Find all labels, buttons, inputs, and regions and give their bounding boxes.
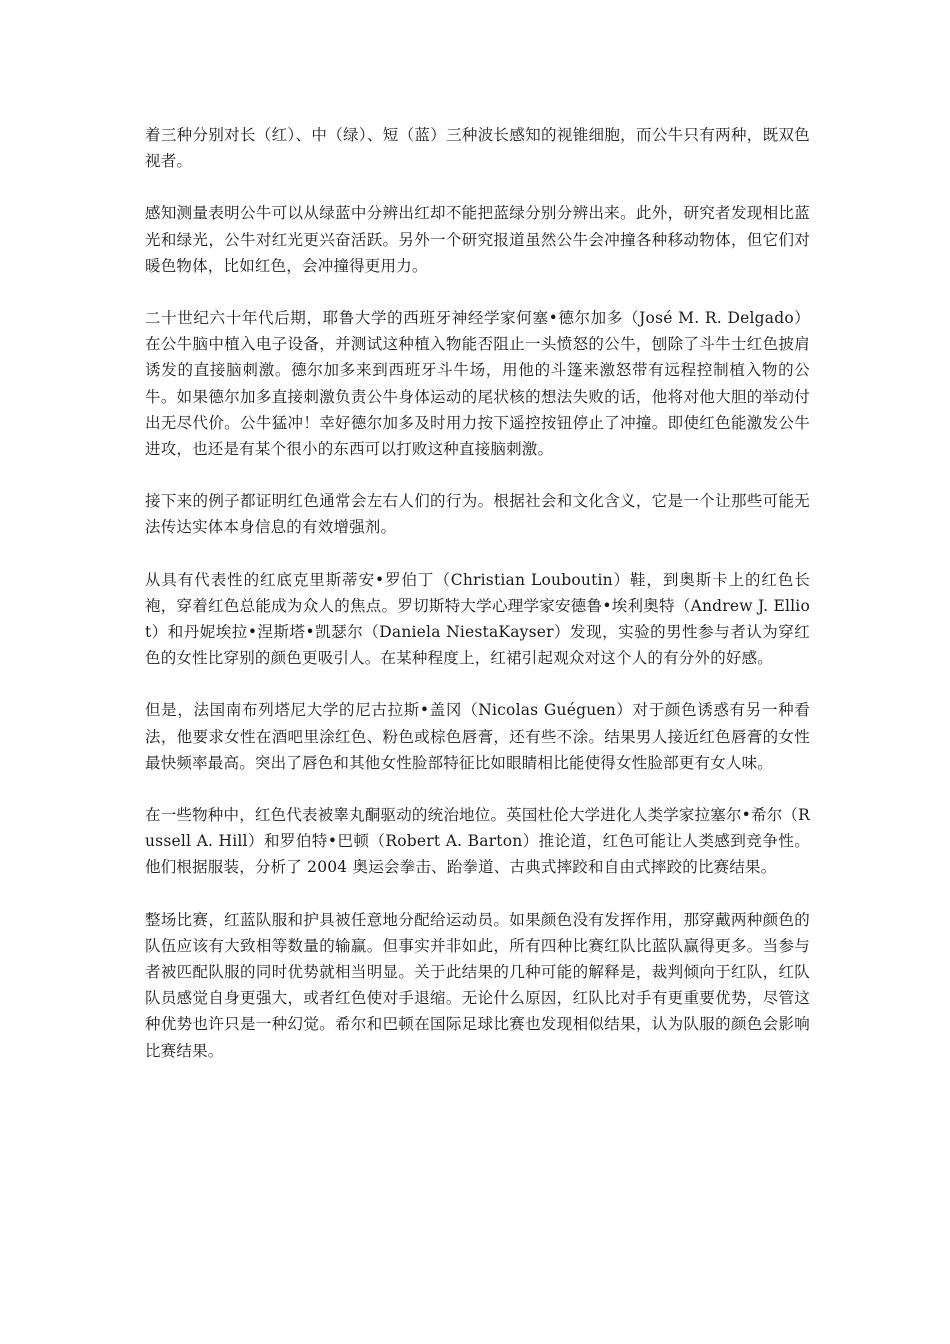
paragraph-6: 但是，法国南布列塔尼大学的尼古拉斯•盖冈（Nicolas Guéguen）对于颜色诱惑有另一种看法，他要求女性在酒吧里涂红色、粉色或棕色唇膏，还有些不涂。结果男人接近红色唇膏的女性最快频率最高。突出了唇色和其他女性脸部特征比如眼睛相比能使得女性脸部更有女人味。 [145, 701, 810, 772]
paragraph-1: 着三种分别对长（红）、中（绿）、短（蓝）三种波长感知的视锥细胞，而公牛只有两种，既双色视者。 [145, 126, 810, 171]
paragraph-8: 整场比赛，红蓝队服和护具被任意地分配给运动员。如果颜色没有发挥作用，那穿戴两种颜色的队伍应该有大致相等数量的输赢。但事实并非如此，所有四种比赛红队比蓝队赢得更多。当参与者被匹配队服的同时优势就相当明显。关于此结果的几种可能的解释是，裁判倾向于红队，红队队员感觉自身更强大，或者红色使对手退缩。无论什么原因，红队比对手有更重要优势，尽管这种优势也许只是一种幻觉。希尔和巴顿在国际足球比赛也发现相似结果，认为队服的颜色会影响比赛结果。 [145, 910, 810, 1060]
paragraph-7: 在一些物种中，红色代表被睾丸酮驱动的统治地位。英国杜伦大学进化人类学家拉塞尔•希尔（Russell A. Hill）和罗伯特•巴顿（Robert A. Barton）推论道，红色可能让人类感到竞争性。他们根据服装，分析了 2004 奥运会拳击、跆拳道、古典式摔跤和自由式摔跤的比赛结果。 [145, 806, 810, 877]
paragraph-3: 二十世纪六十年代后期，耶鲁大学的西班牙神经学家何塞•德尔加多（José M. R. Delgado）在公牛脑中植入电子设备，并测试这种植入物能否阻止一头愤怒的公牛，刨除了斗牛士红色披肩诱发的直接脑刺激。德尔加多来到西班牙斗牛场，用他的斗篷来激怒带有远程控制植入物的公牛。如果德尔加多直接刺激负责公牛身体运动的尾状核的想法失败的话，他将对他大胆的举动付出无尽代价。公牛猛冲！幸好德尔加多及时用力按下遥控按钮停止了冲撞。即使红色能激发公牛进攻，也还是有某个很小的东西可以打败这种直接脑刺激。 [145, 309, 810, 459]
paragraph-4: 接下来的例子都证明红色通常会左右人们的行为。根据社会和文化含义，它是一个让那些可能无法传达实体本身信息的有效增强剂。 [145, 492, 810, 537]
paragraph-2: 感知测量表明公牛可以从绿蓝中分辨出红却不能把蓝绿分别分辨出来。此外，研究者发现相比蓝光和绿光，公牛对红光更兴奋活跃。另外一个研究报道虽然公牛会冲撞各种移动物体，但它们对暖色物体，比如红色，会冲撞得更用力。 [145, 204, 810, 275]
article-body [145, 122, 810, 1090]
paragraph-5: 从具有代表性的红底克里斯蒂安•罗伯丁（Christian Louboutin）鞋，到奥斯卡上的红色长袍，穿着红色总能成为众人的焦点。罗切斯特大学心理学家安德鲁•埃利奥特（Andrew J. Elliot）和丹妮埃拉•涅斯塔•凯瑟尔（Daniela NiestaKayser）发现，实验的男性参与者认为穿红色的女性比穿别的颜色更吸引人。在某种程度上，红裙引起观众对这个人的有分外的好感。 [145, 570, 810, 668]
